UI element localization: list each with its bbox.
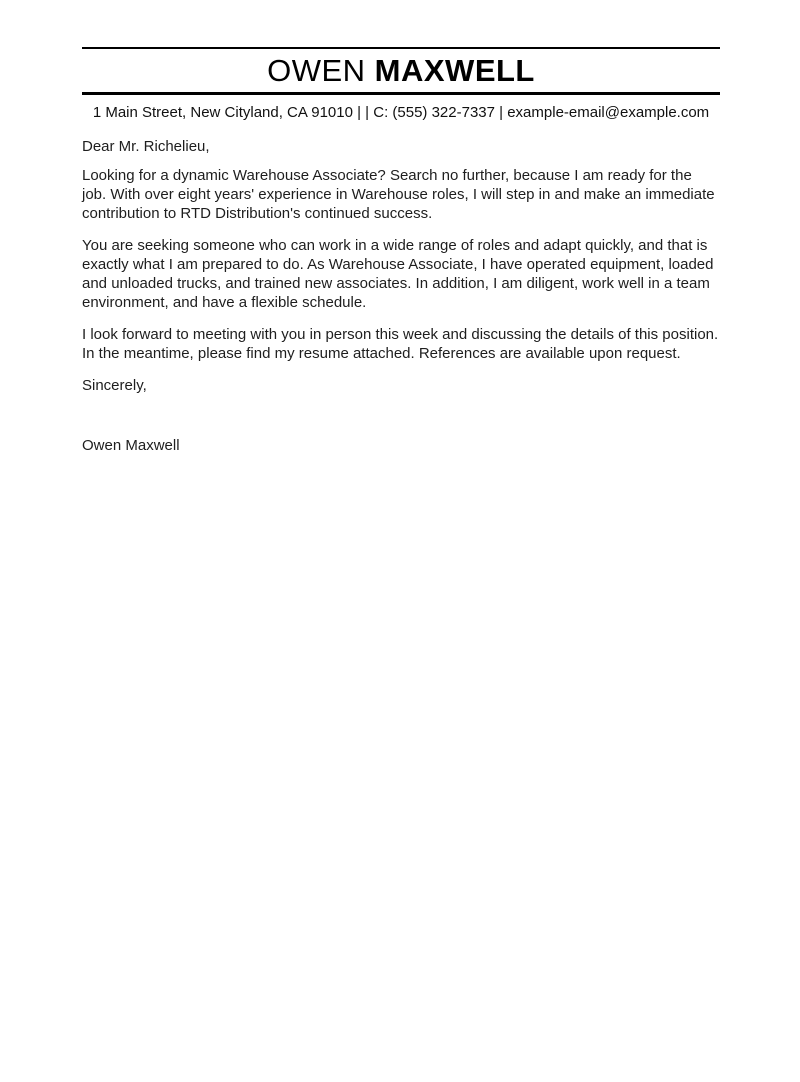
letter-body [82,137,720,455]
cover-letter-page [82,47,720,455]
letterhead-first-name: OWEN [267,53,366,88]
signature-name: Owen Maxwell [82,437,180,454]
paragraph-intro: Looking for a dynamic Warehouse Associate? Search no further, because I am ready for the job. With over eight years' experience in Warehouse roles, I will step in and make an immediate contribution to RTD Distribution's continued success. [82,167,715,222]
letterhead-bottom-rule [82,92,720,95]
letterhead-name [82,49,720,92]
paragraph-call-to-action: I look forward to meeting with you in person this week and discussing the details of this position. In the meantime, please find my resume attached. References are available upon request. [82,326,719,362]
closing: Sincerely, [82,377,147,394]
paragraph-experience: You are seeking someone who can work in a wide range of roles and adapt quickly, and that is exactly what I am prepared to do. As Warehouse Associate, I have operated equipment, loaded and unloaded trucks, and trained new associates. In addition, I am diligent, work well in a team environment, and have a flexible schedule. [82,237,714,311]
letterhead-last-name: MAXWELL [374,53,535,88]
greeting: Dear Mr. Richelieu, [82,138,210,155]
contact-info: 1 Main Street, New Cityland, CA 91010 | | C: (555) 322-7337 | example-email@example.com [92,104,710,121]
letterhead-name-space [366,53,375,88]
